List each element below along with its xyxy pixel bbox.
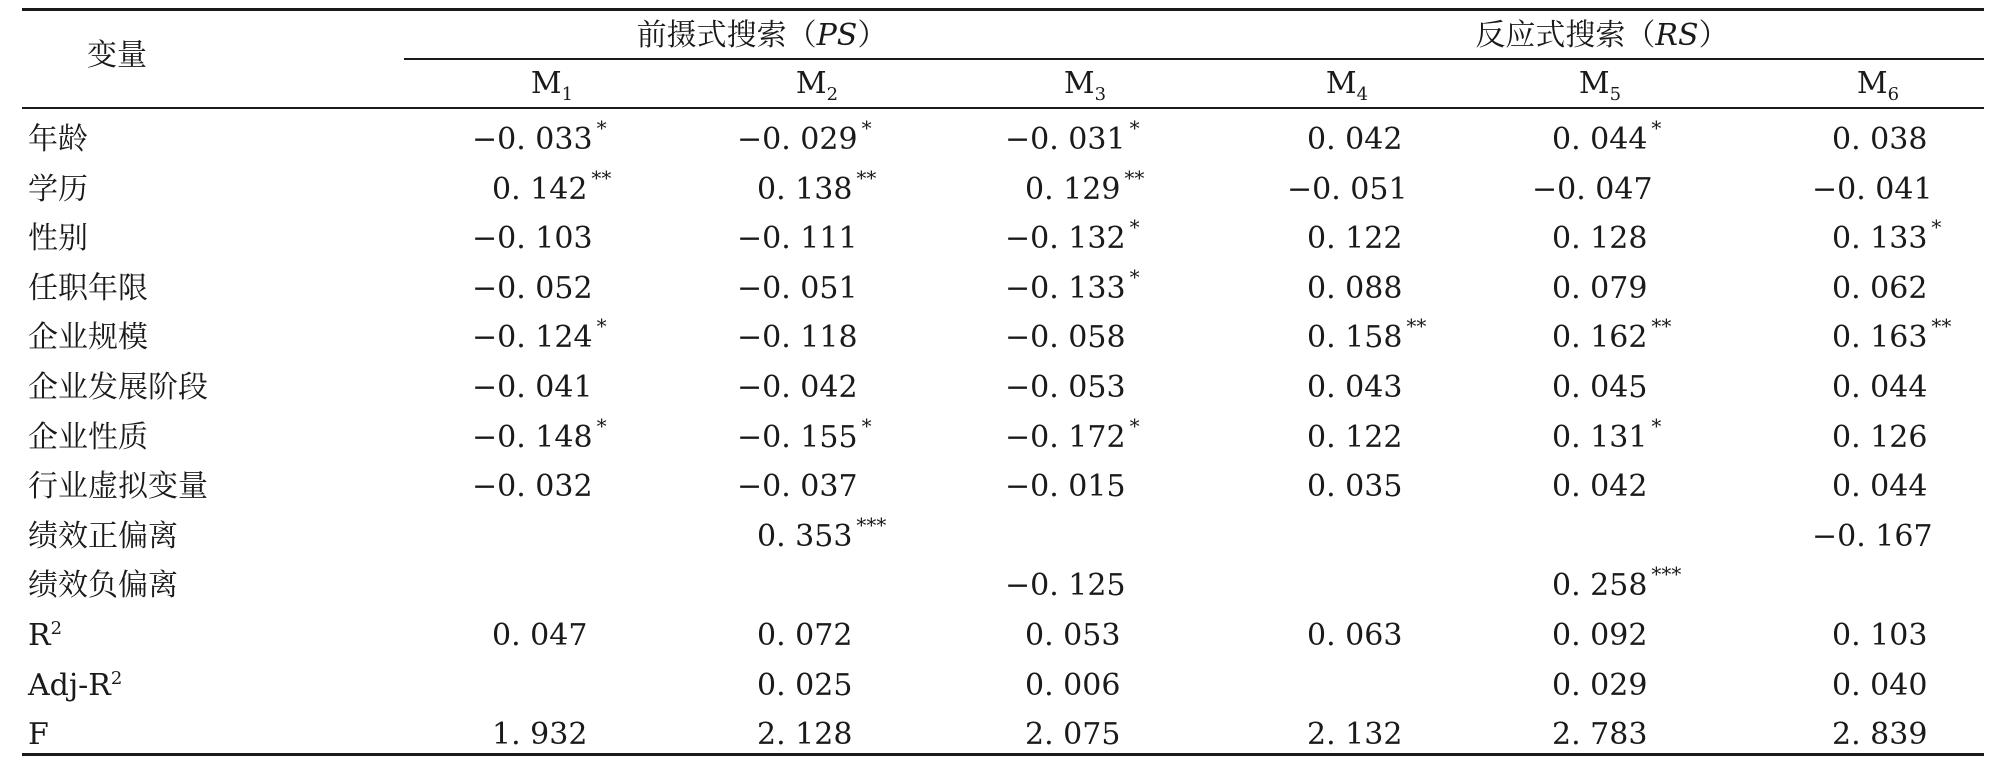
table-cell: [1812, 170, 1933, 210]
table-cell: [737, 318, 858, 358]
row-label: [28, 269, 328, 309]
cell-value: −0. 124: [472, 320, 593, 356]
row-label: [28, 616, 328, 656]
model-header-base: M: [795, 66, 827, 101]
row-label-superscript: 2: [50, 618, 63, 639]
cell-value: −0. 155: [737, 419, 858, 455]
table-cell: [1552, 219, 1647, 259]
cell-value: 0. 035: [1307, 469, 1403, 505]
row-label: [28, 418, 328, 458]
model-header-subscript: 1: [561, 84, 574, 105]
cell-value: 0. 126: [1832, 419, 1928, 455]
table-cell: [1552, 715, 1647, 755]
table-cell: [1832, 368, 1927, 408]
table-cell: [1005, 467, 1126, 507]
table-cell: [1005, 116, 1140, 160]
row-label-text: 年龄: [28, 122, 88, 157]
significance-marker: *: [1129, 413, 1140, 438]
significance-marker: *: [596, 413, 607, 438]
row-label-text: 学历: [28, 171, 88, 207]
group-header-rs: [1222, 16, 1982, 56]
cell-value: −0. 058: [1005, 320, 1126, 356]
table-cell: [1552, 269, 1647, 309]
significance-marker: *: [1129, 215, 1140, 240]
row-label-text: 企业性质: [28, 419, 148, 455]
table-cell: [1552, 116, 1662, 160]
significance-marker: *: [1651, 413, 1662, 438]
table-cell: [1307, 269, 1402, 309]
cell-value: −0. 111: [737, 221, 858, 257]
cell-value: 2. 128: [757, 717, 853, 753]
row-label-text: 绩效负偏离: [28, 568, 178, 604]
table-cell: [1307, 616, 1402, 656]
table-cell: [1832, 616, 1927, 656]
row-label: [28, 318, 328, 358]
table-cell: [1025, 715, 1120, 755]
cell-value: 0. 053: [1025, 618, 1121, 653]
table-cell: [757, 165, 877, 210]
table-cell: [1005, 318, 1126, 358]
row-label-text: 行业虚拟变量: [28, 469, 208, 505]
significance-marker: **: [856, 165, 877, 190]
cell-value: 0. 042: [1552, 469, 1648, 505]
table-cell: [1307, 715, 1402, 755]
row-label-text: 企业发展阶段: [28, 370, 208, 405]
table-cell: [737, 413, 872, 458]
group-header-rs-abbr: RS: [1655, 18, 1699, 53]
model-header-base: M: [1063, 66, 1095, 101]
table-cell: [1832, 215, 1942, 259]
table-cell: [737, 269, 858, 309]
significance-marker: *: [1129, 116, 1140, 140]
row-label-text: F: [28, 717, 49, 753]
cell-value: −0. 032: [472, 469, 593, 505]
cell-value: 0. 092: [1552, 618, 1648, 653]
cell-value: 0. 062: [1832, 270, 1928, 306]
row-label-text: R: [28, 618, 51, 653]
cell-value: 2. 132: [1307, 717, 1403, 753]
cell-value: −0. 148: [472, 419, 593, 455]
table-cell: [1812, 517, 1933, 557]
table-cell: [1307, 120, 1402, 160]
group-underline-ps: [404, 58, 1224, 60]
cell-value: −0. 041: [1812, 171, 1933, 207]
cell-value: −0. 029: [737, 122, 858, 157]
table-cell: [1307, 418, 1402, 458]
table-cell: [1552, 616, 1647, 656]
table-cell: [1832, 715, 1927, 755]
group-header-rs-label: 反应式搜索（: [1475, 18, 1656, 53]
group-header-ps-label: 前摄式搜索（: [636, 18, 817, 53]
cell-value: 0. 122: [1307, 221, 1403, 257]
table-cell: [472, 269, 593, 309]
cell-value: −0. 053: [1005, 370, 1126, 405]
table-cell: [757, 616, 852, 656]
cell-value: 0. 131: [1552, 419, 1648, 455]
cell-value: −0. 015: [1005, 469, 1126, 505]
table-cell: [1307, 314, 1427, 358]
group-header-rs-close: ）: [1698, 18, 1729, 53]
group-header-ps: [302, 16, 1222, 56]
row-label: [28, 219, 328, 259]
cell-value: 0. 079: [1552, 270, 1648, 306]
table-cell: [492, 616, 587, 656]
cell-value: 0. 040: [1832, 667, 1928, 703]
cell-value: −0. 047: [1532, 171, 1653, 207]
row-label-text: Adj-R: [28, 667, 111, 703]
table-cell: [472, 413, 607, 458]
table-cell: [1832, 467, 1927, 507]
significance-marker: **: [1651, 314, 1672, 339]
table-cell: [737, 467, 858, 507]
significance-marker: *: [1651, 116, 1662, 140]
cell-value: −0. 051: [737, 270, 858, 306]
table-cell: [757, 666, 852, 706]
model-header-m1: [492, 64, 612, 104]
significance-marker: **: [1406, 314, 1427, 339]
cell-value: −0. 118: [737, 320, 858, 356]
model-header-subscript: 6: [1887, 84, 1900, 105]
cell-value: −0. 172: [1005, 419, 1126, 455]
cell-value: 0. 258: [1552, 568, 1648, 604]
table-cell: [472, 467, 593, 507]
cell-value: 2. 839: [1832, 717, 1928, 753]
model-header-base: M: [1856, 66, 1888, 101]
row-label-text: 企业规模: [28, 320, 148, 356]
cell-value: 0. 122: [1307, 419, 1403, 455]
table-cell: [1832, 120, 1927, 160]
table-cell: [1307, 467, 1402, 507]
cell-value: −0. 167: [1812, 518, 1933, 554]
table-cell: [492, 165, 612, 210]
cell-value: −0. 037: [737, 469, 858, 505]
cell-value: 0. 044: [1832, 370, 1928, 405]
significance-marker: *: [1931, 215, 1942, 240]
table-cell: [1552, 314, 1672, 358]
significance-marker: **: [591, 165, 612, 190]
row-label-text: 绩效正偏离: [28, 518, 178, 554]
significance-marker: *: [861, 116, 872, 140]
regression-table: [22, 8, 1984, 756]
table-cell: [757, 512, 887, 557]
significance-marker: **: [1124, 165, 1145, 190]
group-header-ps-abbr: PS: [816, 18, 858, 53]
cell-value: 0. 072: [757, 618, 853, 653]
table-cell: [1552, 467, 1647, 507]
significance-marker: *: [1129, 264, 1140, 289]
table-cell: [1025, 666, 1120, 706]
cell-value: 0. 353: [757, 518, 853, 554]
table-cell: [472, 368, 593, 408]
cell-value: 0. 045: [1552, 370, 1648, 405]
cell-value: −0. 132: [1005, 221, 1126, 257]
table-cell: [737, 219, 858, 259]
row-label: [28, 170, 328, 210]
table-cell: [1005, 368, 1126, 408]
cell-value: 2. 075: [1025, 717, 1121, 753]
group-header-ps-close: ）: [857, 18, 888, 53]
row-label-text: 任职年限: [28, 270, 148, 306]
cell-value: 0. 129: [1025, 171, 1121, 207]
model-header-base: M: [1325, 66, 1357, 101]
model-header-subscript: 5: [1609, 84, 1622, 105]
row-label: [28, 666, 328, 706]
row-label-superscript: 2: [110, 667, 123, 689]
cell-value: −0. 133: [1005, 270, 1126, 306]
significance-marker: *: [596, 116, 607, 140]
cell-value: 0. 044: [1552, 122, 1648, 157]
cell-value: −0. 042: [737, 370, 858, 405]
significance-marker: ***: [1651, 562, 1682, 587]
cell-value: 0. 044: [1832, 469, 1928, 505]
table-cell: [1552, 368, 1647, 408]
model-header-m4: [1287, 64, 1407, 104]
table-cell: [1832, 666, 1927, 706]
cell-value: 0. 163: [1832, 320, 1928, 356]
table-cell: [737, 368, 858, 408]
cell-value: −0. 103: [472, 221, 593, 257]
table-cell: [1025, 616, 1120, 656]
cell-value: 0. 038: [1832, 122, 1928, 157]
cell-value: −0. 041: [472, 370, 593, 405]
row-label-text: 性别: [28, 221, 88, 257]
model-header-m5: [1540, 64, 1660, 104]
significance-marker: *: [861, 413, 872, 438]
table-bottom-rule: [22, 753, 1984, 756]
cell-value: 0. 043: [1307, 370, 1403, 405]
table-cell: [1552, 413, 1662, 458]
table-cell: [1005, 264, 1140, 309]
table-cell: [1552, 562, 1682, 606]
cell-value: −0. 125: [1005, 568, 1126, 604]
cell-value: 0. 025: [757, 667, 853, 703]
cell-value: −0. 031: [1005, 122, 1126, 157]
cell-value: −0. 033: [472, 122, 593, 157]
cell-value: 0. 042: [1307, 122, 1403, 157]
cell-value: 0. 142: [492, 171, 588, 207]
table-cell: [1832, 418, 1927, 458]
cell-value: 0. 162: [1552, 320, 1648, 356]
cell-value: 2. 783: [1552, 717, 1648, 753]
group-underline-rs: [1216, 58, 1984, 60]
row-label: [28, 368, 328, 408]
table-header-rule: [22, 107, 1984, 109]
table-cell: [1307, 368, 1402, 408]
model-header-subscript: 3: [1094, 84, 1107, 105]
row-label: [28, 566, 328, 606]
cell-value: −0. 051: [1287, 171, 1408, 207]
cell-value: 0. 128: [1552, 221, 1648, 257]
cell-value: 0. 138: [757, 171, 853, 207]
significance-marker: *: [596, 314, 607, 339]
model-header-m3: [1025, 64, 1145, 104]
table-cell: [472, 314, 607, 358]
table-cell: [1005, 215, 1140, 259]
row-label: [28, 715, 328, 755]
cell-value: 0. 006: [1025, 667, 1121, 703]
cell-value: 0. 133: [1832, 221, 1928, 257]
model-header-base: M: [1578, 66, 1610, 101]
table-cell: [1552, 666, 1647, 706]
model-header-base: M: [530, 66, 562, 101]
row-label: [28, 120, 328, 160]
table-cell: [737, 116, 872, 160]
table-cell: [492, 715, 587, 755]
table-cell: [1532, 170, 1653, 210]
table-cell: [1005, 566, 1126, 606]
cell-value: 0. 088: [1307, 270, 1403, 306]
table-cell: [757, 715, 852, 755]
cell-value: 0. 047: [492, 618, 588, 653]
table-cell: [472, 219, 593, 259]
cell-value: 0. 029: [1552, 667, 1648, 703]
table-cell: [1832, 269, 1927, 309]
variable-header: 变量: [87, 38, 147, 73]
model-header-m6: [1818, 64, 1938, 104]
cell-value: 0. 063: [1307, 618, 1403, 653]
cell-value: −0. 052: [472, 270, 593, 306]
table-cell: [1005, 413, 1140, 458]
model-header-m2: [757, 64, 877, 104]
table-cell: [1025, 165, 1145, 210]
cell-value: 1. 932: [492, 717, 588, 753]
cell-value: 0. 158: [1307, 320, 1403, 356]
significance-marker: ***: [856, 512, 887, 537]
cell-value: 0. 103: [1832, 618, 1928, 653]
model-header-subscript: 2: [826, 84, 839, 105]
table-cell: [1287, 170, 1408, 210]
row-label: [28, 467, 328, 507]
model-header-subscript: 4: [1356, 84, 1369, 105]
significance-marker: **: [1931, 314, 1952, 339]
table-cell: [472, 116, 607, 160]
table-cell: [1832, 314, 1952, 358]
table-cell: [1307, 219, 1402, 259]
table-top-rule: [22, 8, 1984, 11]
row-label: [28, 517, 328, 557]
